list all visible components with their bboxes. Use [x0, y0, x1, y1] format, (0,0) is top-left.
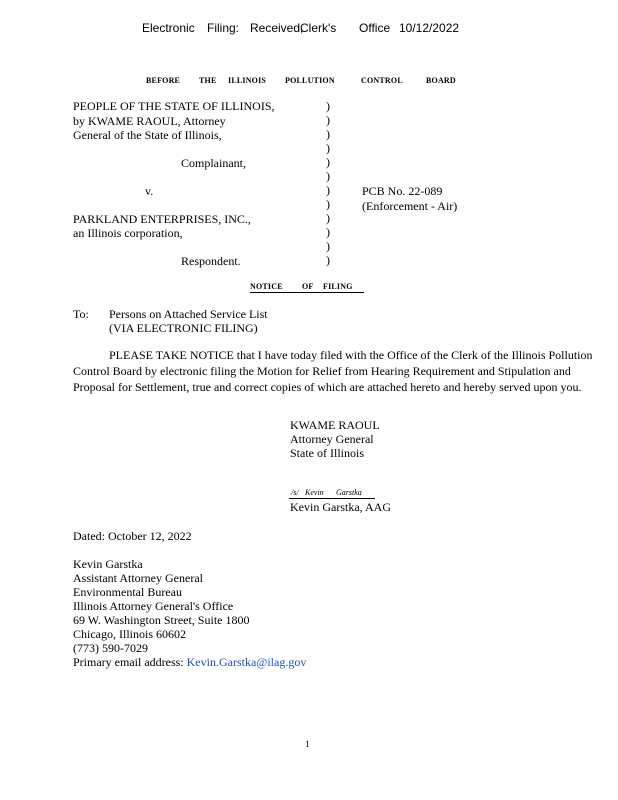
defendant-line-1: PARKLAND ENTERPRISES, INC.,: [73, 212, 251, 226]
versus-label: v.: [145, 184, 154, 198]
contact-title: Assistant Attorney General: [73, 571, 203, 585]
caption-paren: ): [326, 239, 330, 253]
caption-paren: ): [326, 141, 330, 155]
contact-street: 69 W. Washington Street, Suite 1800: [73, 613, 250, 627]
addressee-line-1: Persons on Attached Service List: [109, 307, 268, 321]
header-filing: Filing:: [207, 21, 240, 35]
notice-title-notice: NOTICE: [250, 282, 283, 291]
e-signature-s: /s/: [291, 488, 299, 497]
ag-name: KWAME RAOUL: [290, 418, 380, 432]
caption-paren: ): [326, 225, 330, 239]
board-the: THE: [199, 76, 217, 85]
e-signature-first: Kevin: [305, 488, 324, 497]
board-board: BOARD: [426, 76, 456, 85]
header-electronic: Electronic: [142, 21, 195, 35]
contact-office: Illinois Attorney General's Office: [73, 599, 234, 613]
complainant-label: Complainant,: [181, 156, 246, 170]
notice-body-text: PLEASE TAKE NOTICE that I have today filed with the Office of the Clerk of the Illinois Pollution Control Board by electronic filing the Motion for Relief from Hearing Requirement and Stipulation and Proposal for Settlement, true and correct copies of which are attached hereto and hereby served upon you.: [73, 348, 593, 394]
case-type: (Enforcement - Air): [362, 199, 458, 213]
caption-paren: ): [326, 169, 330, 183]
notice-title-underline: [250, 292, 364, 293]
signature-line: [289, 498, 375, 499]
caption-paren: ): [326, 183, 330, 197]
contact-city: Chicago, Illinois 60602: [73, 627, 186, 641]
header-date: 10/12/2022: [399, 21, 460, 35]
ag-state: State of Illinois: [290, 446, 364, 460]
contact-email-row: [73, 655, 306, 670]
e-signature-last: Garstka: [336, 488, 362, 497]
addressee-line-2: (VIA ELECTRONIC FILING): [109, 321, 258, 335]
email-label: Primary email address:: [73, 655, 184, 669]
board-control: CONTROL: [361, 76, 403, 85]
notice-title-of: OF: [302, 282, 314, 291]
plaintiff-line-2: by KWAME RAOUL, Attorney: [73, 114, 226, 128]
ag-title: Attorney General: [290, 432, 374, 446]
caption-paren: ): [326, 127, 330, 141]
contact-phone: (773) 590-7029: [73, 641, 148, 655]
plaintiff-line-3: General of the State of Illinois,: [73, 128, 222, 142]
caption-paren: ): [326, 253, 330, 267]
caption-paren: ): [326, 155, 330, 169]
page-number: 1: [305, 739, 310, 749]
contact-bureau: Environmental Bureau: [73, 585, 182, 599]
header-clerks: Clerk's: [300, 21, 337, 35]
caption-paren: ): [326, 113, 330, 127]
contact-name: Kevin Garstka: [73, 557, 143, 571]
caption-paren: ): [326, 197, 330, 211]
notice-title-filing: FILING: [323, 282, 353, 291]
header-office: Office: [359, 21, 391, 35]
notice-body-paragraph: [73, 347, 603, 395]
case-number: PCB No. 22-089: [362, 184, 443, 198]
header-received: Received,: [250, 21, 304, 35]
signer-name: Kevin Garstka, AAG: [290, 500, 391, 514]
plaintiff-line-1: PEOPLE OF THE STATE OF ILLINOIS,: [73, 99, 275, 113]
board-before: BEFORE: [146, 76, 181, 85]
dated-line: Dated: October 12, 2022: [73, 529, 192, 543]
caption-paren: ): [326, 211, 330, 225]
board-pollution: POLLUTION: [285, 76, 335, 85]
defendant-line-2: an Illinois corporation,: [73, 226, 183, 240]
to-label: To:: [73, 307, 89, 321]
respondent-label: Respondent.: [181, 254, 241, 268]
caption-paren: ): [326, 99, 330, 113]
email-link[interactable]: Kevin.Garstka@ilag.gov: [186, 655, 307, 669]
board-illinois: ILLINOIS: [228, 76, 267, 85]
